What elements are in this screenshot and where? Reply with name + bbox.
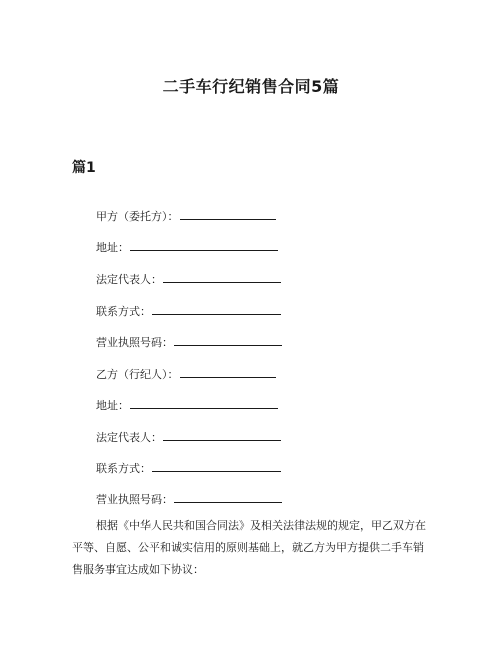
party-b-name-field — [96, 367, 276, 383]
party-b-legal-rep-field — [96, 430, 281, 446]
field-label: 乙方（行纪人）： — [96, 368, 179, 381]
field-label: 法定代表人： — [96, 431, 162, 444]
field-label: 地址： — [96, 241, 129, 254]
blank-line — [130, 398, 278, 409]
field-label: 甲方（委托方）： — [96, 210, 179, 223]
field-label: 地址： — [96, 399, 129, 412]
blank-line — [130, 240, 278, 251]
document-title: 二手车行纪销售合同5篇 — [162, 77, 340, 96]
blank-line — [180, 367, 276, 378]
party-b-contact-field — [96, 461, 281, 477]
field-label: 法定代表人： — [96, 273, 162, 286]
field-label: 营业执照号码： — [96, 493, 173, 506]
party-a-license-field — [96, 335, 282, 351]
blank-line — [163, 430, 281, 441]
blank-line — [152, 304, 281, 315]
field-label: 联系方式： — [96, 305, 151, 318]
party-b-license-field — [96, 492, 282, 508]
agreement-preamble-paragraph: 根据《中华人民共和国合同法》及相关法律法规的规定，甲乙双方在平等、自愿、公平和诚实信用的原则基础上，就乙方为甲方提供二手车销售服务事宜达成如下协议： — [72, 519, 426, 576]
blank-line — [180, 209, 276, 220]
field-label: 营业执照号码： — [96, 336, 173, 349]
blank-line — [174, 335, 282, 346]
party-a-contact-field — [96, 304, 281, 320]
field-label: 联系方式： — [96, 462, 151, 475]
party-b-address-field — [96, 398, 278, 414]
party-a-address-field — [96, 240, 278, 256]
section-heading: 篇1 — [72, 160, 96, 176]
party-a-legal-rep-field — [96, 272, 281, 288]
party-a-name-field — [96, 209, 276, 225]
blank-line — [152, 461, 281, 472]
blank-line — [174, 492, 282, 503]
blank-line — [163, 272, 281, 283]
